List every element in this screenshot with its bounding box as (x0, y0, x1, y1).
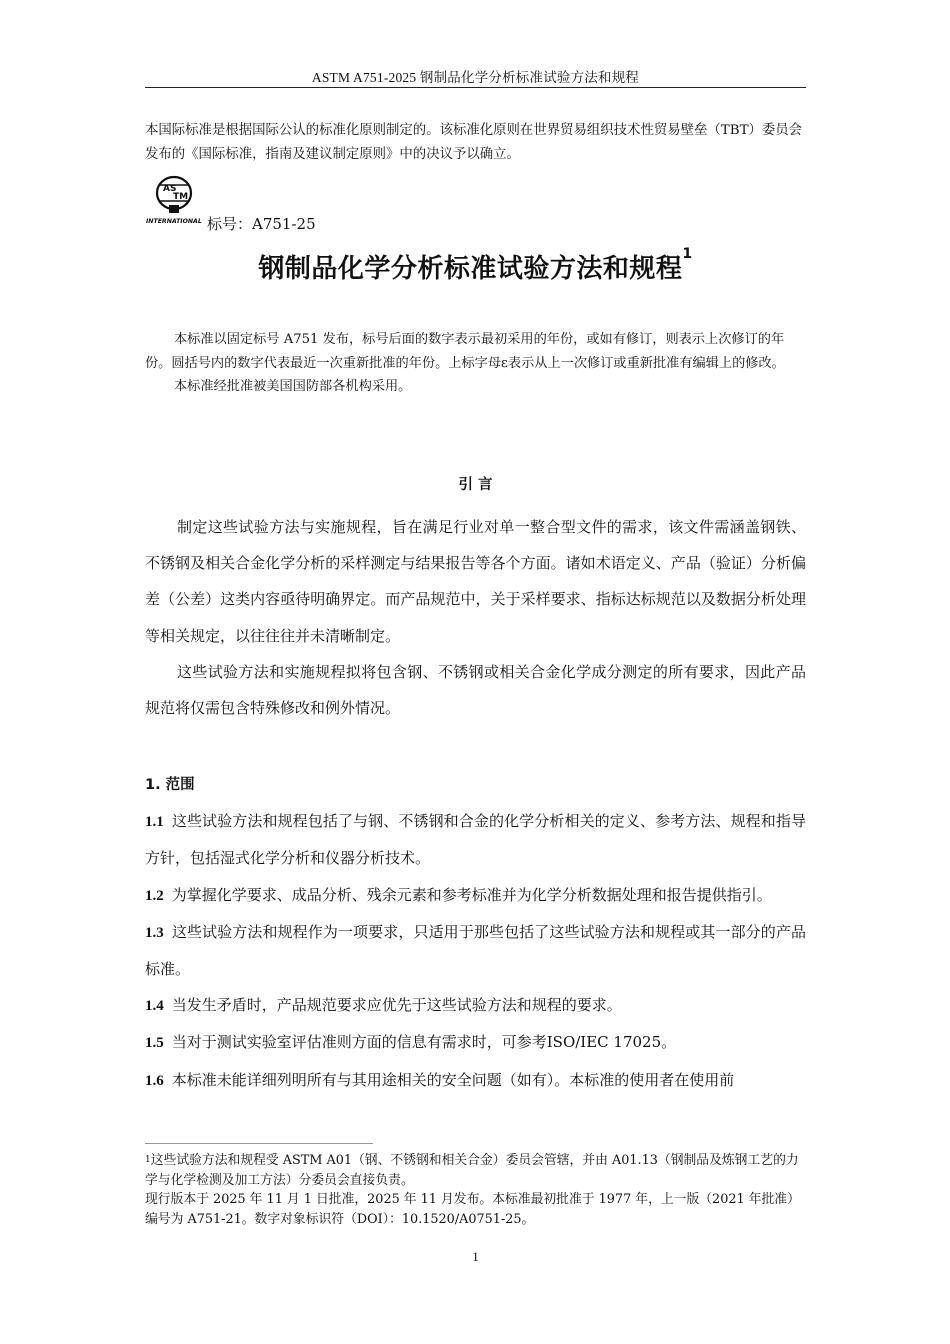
title-footnote-mark: 1 (682, 246, 693, 262)
designation: 标号：A751-25 (207, 215, 316, 233)
clause-number: 1.6 (145, 1072, 164, 1089)
footnote-line: 现行版本于 2025 年 11 月 1 日批准，2025 年 11 月发布。本标准最初批准于 1977 年，上一版（2021 年批准）编号为 A751-21。数字对象标识符（DOI）：10.1520/A0751-25。 (145, 1192, 800, 1227)
footnote-text: 这些试验方法和规程受 ASTM A01（钢、不锈钢和相关合金）委员会管辖，并由 A01.13（钢制品及炼钢工艺的力学与化学检测及加工方法）分委员会直接负责。 (145, 1153, 799, 1188)
scope-item (145, 1024, 806, 1061)
intro-paragraph: 这些试验方法和实施规程拟将包含钢、不锈钢或相关合金化学成分测定的所有要求，因此产品规范将仅需包含特殊修改和例外情况。 (145, 662, 806, 718)
clause-text: 当对于测试实验室评估准则方面的信息有需求时，可参考ISO/IEC 17025。 (171, 1033, 677, 1052)
introduction-body (145, 509, 806, 726)
clause-text: 本标准未能详细列明所有与其用途相关的安全问题（如有）。本标准的使用者在使用前 (171, 1070, 735, 1089)
clause-number: 1.5 (145, 1035, 164, 1052)
footnote-divider (145, 1143, 373, 1144)
scope-item (145, 987, 806, 1024)
notice-paragraph: 本标准以固定标号 A751 发布，标号后面的数字表示最初采用的年份，或如有修订，则表示上次修订的年份。圆括号内的数字代表最近一次重新批准的年份。上标字母ε表示从上一次修订或重新批准有编辑上的修改。 (145, 332, 785, 371)
svg-text:TM: TM (173, 192, 189, 202)
scope-section (145, 767, 806, 1099)
standard-notice (145, 328, 806, 399)
scope-item (145, 877, 806, 914)
clause-text: 为掌握化学要求、成品分析、残余元素和参考标准并为化学分析数据处理和报告提供指引。 (171, 885, 772, 904)
logo-label: INTERNATIONAL (146, 218, 202, 225)
footnotes (145, 1151, 806, 1229)
title-text: 钢制品化学分析标准试验方法和规程 (258, 254, 683, 284)
clause-text: 这些试验方法和规程作为一项要求，只适用于那些包括了这些试验方法和规程或其一部分的产品标准。 (145, 922, 806, 979)
header-rule (145, 87, 806, 88)
clause-text: 当发生矛盾时，产品规范要求应优先于这些试验方法和规程的要求。 (171, 996, 622, 1015)
notice-paragraph: 本标准经批准被美国国防部各机构采用。 (174, 379, 412, 394)
clause-text: 这些试验方法和规程包括了与钢、不锈钢和合金的化学分析相关的定义、参考方法、规程和指导方针，包括湿式化学分析和仪器分析技术。 (145, 812, 806, 868)
introduction-heading: 引 言 (458, 477, 493, 493)
page-number: 1 (472, 1249, 479, 1264)
page-title (145, 248, 806, 285)
footnote-line (145, 1151, 806, 1190)
astm-logo-icon (145, 175, 203, 227)
scope-heading: 1. 范围 (145, 777, 195, 793)
clause-number: 1.4 (145, 998, 164, 1015)
clause-number: 1.2 (145, 887, 164, 904)
intro-paragraph: 制定这些试验方法与实施规程，旨在满足行业对单一整合型文件的需求，该文件需涵盖钢铁、不锈钢及相关合金化学分析的采样测定与结果报告等各个方面。诸如术语定义、产品（验证）分析偏差（公差）这类内容亟待明确界定。而产品规范中，关于采样要求、指标达标规范以及数据分析处理等相关规定，以往往往并未清晰制定。 (145, 518, 806, 645)
clause-number: 1.3 (145, 924, 164, 941)
running-header: ASTM A751-2025 钢制品化学分析标准试验方法和规程 (311, 70, 640, 85)
preamble-text: 本国际标准是根据国际公认的标准化原则制定的。该标准化原则在世界贸易组织技术性贸易壁垒（TBT）委员会发布的《国际标准，指南及建议制定原则》中的决议予以确立。 (145, 123, 803, 162)
scope-item (145, 803, 806, 876)
scope-item (145, 1062, 806, 1099)
clause-number: 1.1 (145, 814, 164, 831)
svg-text:AS: AS (163, 184, 177, 194)
scope-item (145, 914, 806, 987)
footnote-mark: 1 (145, 1155, 151, 1165)
